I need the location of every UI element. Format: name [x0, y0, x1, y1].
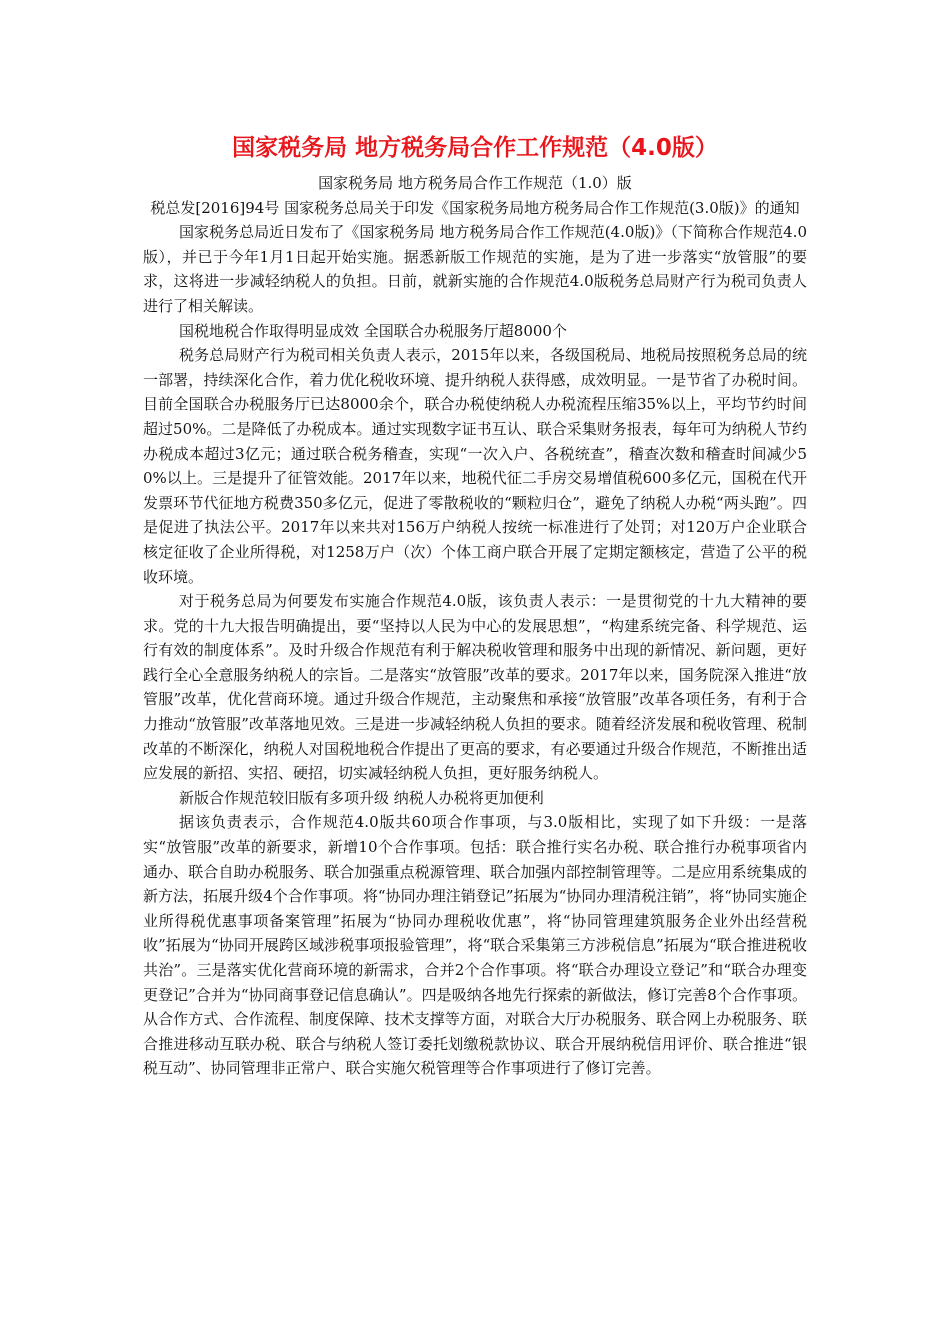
document-subtitle: 国家税务局 地方税务局合作工作规范（1.0）版: [318, 174, 632, 192]
notice-title: 税总发[2016]94号 国家税务总局关于印发《国家税务局地方税务局合作工作规范(3.0版)》的通知: [150, 198, 800, 217]
document-title: 国家税务局 地方税务局合作工作规范（4.0版）: [232, 135, 718, 161]
section-heading-cooperation-results: 国税地税合作取得明显成效 全国联合办税服务厅超8000个: [179, 321, 567, 340]
section-heading-upgrades: 新版合作规范较旧版有多项升级 纳税人办税将更加便利: [179, 788, 544, 807]
results-paragraph: 税务总局财产行为税司相关负责人表示，2015年以来，各级国税局、地税局按照税务总局的统一部署，持续深化合作，着力优化税收环境、提升纳税人获得感，成效明显。一是节省了办税时间。目前全国联合办税服务厅已达8000余个，联合办税使纳税人办税流程压缩35%以上，平均节约时间超过50%。二是降低了办税成本。通过实现数字证书互认、联合采集财务报表，每年可为纳税人节约办税成本超过3亿元；通过联合税务稽查，实现“一次入户、各税统查”，稽查次数和稽查时间减少50%以上。三是提升了征管效能。2017年以来，地税代征二手房交易增值税600多亿元，国税在代开发票环节代征地方税费350多亿元，促进了零散税收的“颗粒归仓”，避免了纳税人办税“两头跑”。四是促进了执法公平。2017年以来共对156万户纳税人按统一标准进行了处罚；对120万户企业联合核定征收了企业所得税，对1258万户（次）个体工商户联合开展了定期定额核定，营造了公平的税收环境。: [143, 346, 807, 586]
upgrades-paragraph: 据该负责表示，合作规范4.0版共60项合作事项，与3.0版相比，实现了如下升级：一是落实“放管服”改革的新要求，新增10个合作事项。包括：联合推行实名办税、联合推行办税事项省内通办、联合自助办税服务、联合加强重点税源管理、联合加强内部控制管理等。二是应用系统集成的新方法，拓展升级4个合作事项。将“协同办理注销登记”拓展为“协同办理清税注销”，将“协同实施企业所得税优惠事项备案管理”拓展为“协同办理税收优惠”，将“协同管理建筑服务企业外出经营税收”拓展为“协同开展跨区域涉税事项报验管理”，将“联合采集第三方涉税信息”拓展为“联合推进税收共治”。三是落实优化营商环境的新需求，合并2个合作事项。将“联合办理设立登记”和“联合办理变更登记”合并为“协同商事登记信息确认”。四是吸纳各地先行探索的新做法，修订完善8个合作事项。从合作方式、合作流程、制度保障、技术支撑等方面，对联合大厅办税服务、联合网上办税服务、联合推进移动互联办税、联合与纳税人签订委托划缴税款协议、联合开展纳税信用评价、联合推进“银税互动”、协同管理非正常户、联合实施欠税管理等合作事项进行了修订完善。: [143, 813, 807, 1078]
document-page: [143, 128, 807, 1081]
reasons-paragraph: 对于税务总局为何要发布实施合作规范4.0版，该负责人表示：一是贯彻党的十九大精神的要求。党的十九大报告明确提出，要“坚持以人民为中心的发展思想”，“构建系统完备、科学规范、运行有效的制度体系”。及时升级合作规范有利于解决税收管理和服务中出现的新情况、新问题，更好践行全心全意服务纳税人的宗旨。二是落实“放管服”改革的要求。2017年以来，国务院深入推进“放管服”改革，优化营商环境。通过升级合作规范，主动聚焦和承接“放管服”改革各项任务，有利于合力推动“放管服”改革落地见效。三是进一步减轻纳税人负担的要求。随着经济发展和税收管理、税制改革的不断深化，纳税人对国税地税合作提出了更高的要求，有必要通过升级合作规范，不断推出适应发展的新招、实招、硬招，切实减轻纳税人负担，更好服务纳税人。: [143, 592, 807, 783]
intro-paragraph: 国家税务总局近日发布了《国家税务局 地方税务局合作工作规范(4.0版)》（下简称合作规范4.0版），并已于今年1月1日起开始实施。据悉新版工作规范的实施，是为了进一步落实“放管服”的要求，这将进一步减轻纳税人的负担。日前，就新实施的合作规范4.0版税务总局财产行为税司负责人进行了相关解读。: [143, 223, 807, 315]
